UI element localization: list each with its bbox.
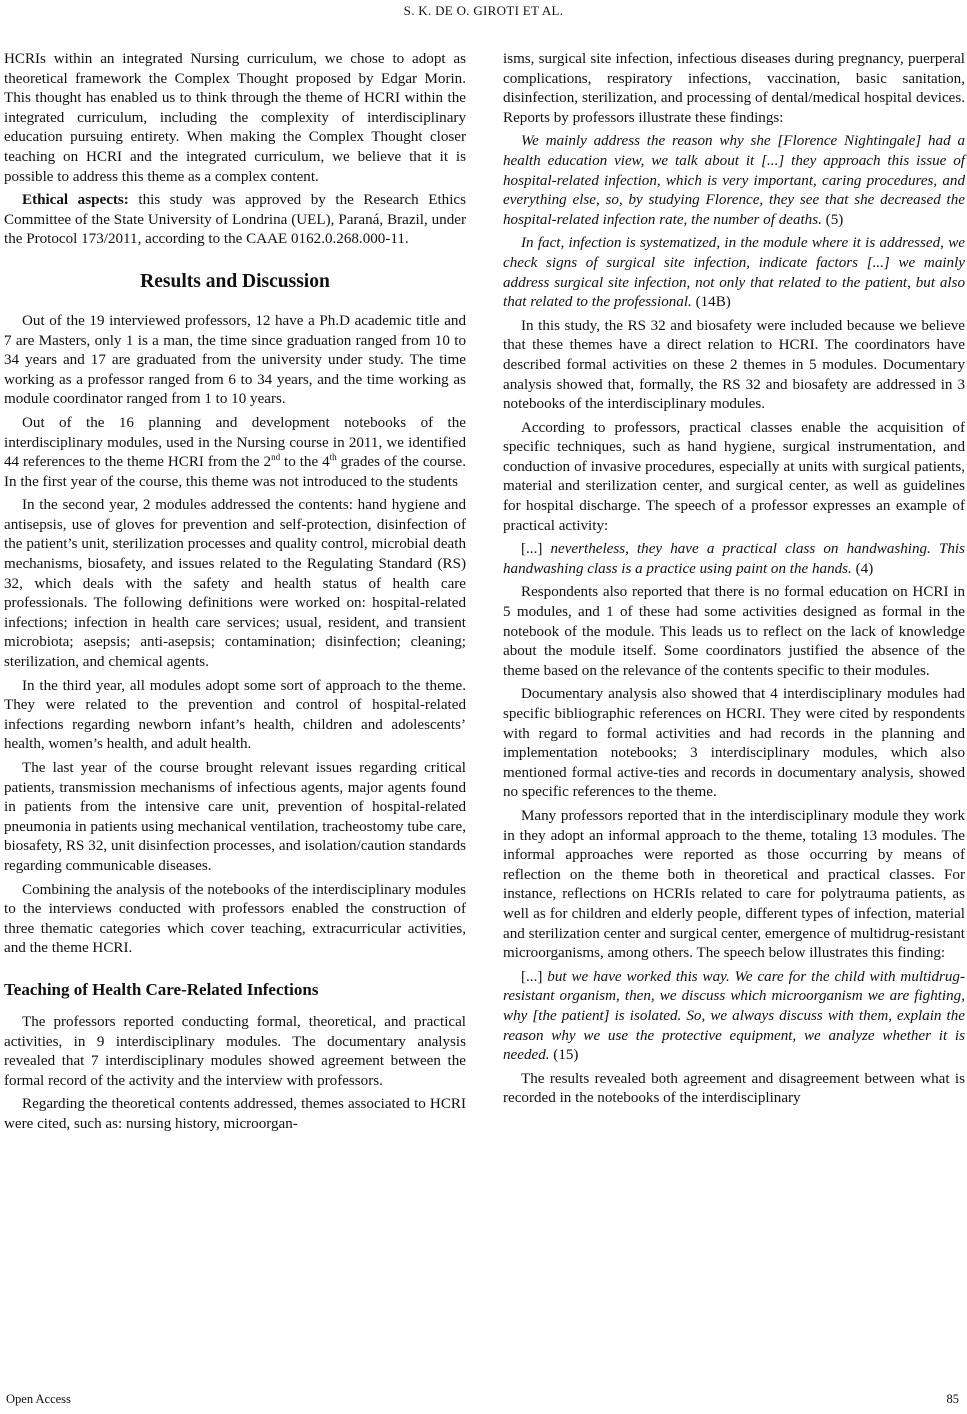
left-column bbox=[4, 50, 466, 1139]
paragraph-documentary-analysis: Documentary analysis also showed that 4 interdisciplinary modules had specific bibliographic references on HCRI. They were cited by respondents with regard to formal activities and had records in the planning and implementation notebooks; 3 interdisciplinary modules, which also mentioned formal active-ties and records in documentary analysis, showed no specific references to the theme. bbox=[503, 686, 965, 801]
paragraph-practical-classes: According to professors, practical classes enable the acquisition of specific techniques, such as hand hygiene, surgical instrumentation, and conduction of invasive procedures, especially at units with surgical patients, material and sterilization center, and surgical center, as well as guidelines for hospital discharge. The speech of a professor expresses an example of practical activity: bbox=[503, 419, 965, 534]
paragraph-ethical-aspects bbox=[4, 191, 466, 250]
quote-florence bbox=[503, 132, 965, 230]
paragraph-interviewed-professors: Out of the 19 interviewed professors, 12 have a Ph.D academic title and 7 are Masters, only 1 is a man, the time since graduation ranged from 10 to 34 years and 17 are graduated from the university under study. The time working as a professor ranged from 6 to 34 years, and the time working as module coordinator ranged from 1 to 10 years. bbox=[4, 312, 466, 408]
quote-handwashing-ref: (4) bbox=[851, 560, 874, 577]
footer-journal: Open Access bbox=[6, 1392, 71, 1406]
page-footer bbox=[0, 1392, 967, 1412]
notebooks-text-c: grades of the course. In the first year of the course, this theme was not introduced to the students bbox=[4, 454, 466, 490]
section-heading-teaching: Teaching of Health Care-Related Infections bbox=[4, 979, 319, 999]
quote-surgical-site bbox=[503, 234, 965, 312]
notebooks-text-a: Out of the 16 planning and development notebooks of the interdisciplinary modules, used in the Nursing course in 2011, we identified 44 references to the theme HCRI from the 2 bbox=[4, 414, 466, 471]
ethical-aspects-text: this study was approved by the Research Ethics Committee of the State University of Londrina (UEL), Paraná, Brazil, under the Protocol 173/2011, according to the CAAE 0162.0.268.000-11. bbox=[4, 192, 466, 248]
superscript-nd: nd bbox=[271, 452, 281, 463]
quote-surgical-site-text: In fact, infection is systematized, in the module where it is addressed, we check signs of surgical site infection, indicate factors [...] we mainly address surgical site infection, not only that related to the patient, but also that related to the professional. bbox=[503, 235, 965, 311]
quote-multidrug-text: but we have worked this way. We care for the child with multidrug-resistant organism, then, we discuss which microorganism we are fighting, why [the patient] is isolated. So, we always discuss with them, explain the reason why we use the protective equipment, we analyze whether it is needed. bbox=[503, 968, 965, 1064]
running-head: S. K. DE O. GIROTI ET AL. bbox=[403, 3, 564, 18]
quote-florence-ref: (5) bbox=[821, 211, 844, 228]
paragraph-second-year: In the second year, 2 modules addressed the contents: hand hygiene and antisepsis, use of gloves for prevention and self-protection, disinfection of the patient’s unit, sterilization processes and quality control, microbial death mechanisms, biosafety, and issues related to the Regulating Standard (RS) 32, which deals with the safety and health status of health care professionals. The following definitions were worked on: hospital-related infections; infection in health care services; usual, resident, and transient microbiota; asepsis; anti-asepsis; contamination; disinfection; cleaning; sterilization, and chemical agents. bbox=[4, 497, 466, 671]
paragraph-last-year: The last year of the course brought relevant issues regarding critical patients, transmission mechanisms of infectious agents, major agents found in patients from the intensive care unit, prevention of hospital-related pneumonia in patients using mechanical ventilation, tracheostomy tube care, biosafety, RS 32, unit disinfection processes, and isolation/caution standards regarding communicable diseases. bbox=[4, 760, 466, 874]
paragraph-teaching-theoretical: Regarding the theoretical contents addressed, themes associated to HCRI were cited, such as: nursing history, microorgan- bbox=[4, 1096, 466, 1132]
paragraph-results-revealed: The results revealed both agreement and disagreement between what is recorded in the notebooks of the interdisciplinary bbox=[503, 1070, 965, 1107]
paragraph-third-year: In the third year, all modules adopt some sort of approach to the theme. They were related to the prevention and control of hospital-related infections regarding newborn infant’s health, children and adolescents’ health, women’s health, and adult health. bbox=[4, 677, 466, 753]
paragraph-rs32-biosafety: In this study, the RS 32 and biosafety were included because we believe that these themes have a direct relation to HCRI. The coordinators have described formal activities on these 2 themes in 5 modules. Documentary analysis showed that, formally, the RS 32 and biosafety are addressed in 3 notebooks of the interdisciplinary modules. bbox=[503, 317, 965, 413]
right-column bbox=[503, 50, 965, 1113]
paragraph-respondents: Respondents also reported that there is no formal education on HCRI in 5 modules, and 1 of these had some activities designed as formal in the notebook of the module. This leads us to reflect on the lack of knowledge about the module itself. Some coordinators justified the absence of the theme based on the relevance of the contents specific to their modules. bbox=[503, 584, 965, 679]
paragraph-teaching-formal: The professors reported conducting formal, theoretical, and practical activities, in 9 interdisciplinary modules. The documentary analysis revealed that 7 interdisciplinary modules showed agreement between the formal record of the activity and the interview with professors. bbox=[4, 1013, 466, 1089]
quote-multidrug bbox=[503, 968, 965, 1066]
quote-handwashing bbox=[503, 540, 965, 579]
quote-handwashing-lead: [...] bbox=[521, 541, 551, 558]
quote-multidrug-lead: [...] bbox=[521, 968, 548, 985]
quote-handwashing-text: nevertheless, they have a practical class on handwashing. This handwashing class is a practice using paint on the hands. bbox=[503, 541, 965, 577]
notebooks-text-b: to the 4 bbox=[280, 454, 330, 471]
paragraph-combining: Combining the analysis of the notebooks of the interdisciplinary modules to the interviews conducted with professors enabled the construction of three thematic categories which cover teaching, extracurricular activities, and the theme HCRI. bbox=[4, 881, 466, 957]
footer-page-number: 85 bbox=[946, 1392, 959, 1406]
quote-multidrug-ref: (15) bbox=[549, 1047, 579, 1064]
paragraph-continued: isms, surgical site infection, infectious diseases during pregnancy, puerperal complications, respiratory infections, vaccination, basic sanitation, disinfection, sterilization, and processing of dental/medical hospital devices. Reports by professors illustrate these findings: bbox=[503, 51, 965, 126]
paragraph-informal-approach: Many professors reported that in the interdisciplinary module they work in they adopt an informal approach to the theme, totaling 13 modules. The informal approaches were reported as those occurring by means of reflection on the theme both in theoretical and practical classes. For instance, reflections on HCRIs related to care for polytrauma patients, as well as for children and elderly people, different types of infection, material and sterilization center and surgical center, emergence of multidrug-resistant microorganisms, among others. The speech below illustrates this finding: bbox=[503, 807, 965, 962]
ethical-aspects-label: Ethical aspects: bbox=[22, 192, 129, 209]
paragraph-notebooks bbox=[4, 414, 466, 492]
section-heading-results: Results and Discussion bbox=[140, 270, 330, 292]
quote-surgical-site-ref: (14B) bbox=[691, 294, 731, 311]
quote-florence-text: We mainly address the reason why she [Florence Nightingale] had a health education view, we talk about it [...] they approach this issue of hospital-related infection, which is very important, caring procedures, and everything else, so, by studying Florence, they see that she decreased the hospital-related infection rate, the number of deaths. bbox=[503, 133, 965, 228]
superscript-th: th bbox=[329, 452, 337, 463]
paragraph-framework: HCRIs within an integrated Nursing curriculum, we chose to adopt as theoretical framework the Complex Thought proposed by Edgar Morin. This thought has enabled us to think through the theme of HCRI within the integrated curriculum, including the complexity of interdisciplinary education pursuing entirety. When making the Complex Thought closer teaching on HCRI and the integrated curriculum, we believe that it is possible to address this theme as a complex content. bbox=[4, 51, 466, 185]
